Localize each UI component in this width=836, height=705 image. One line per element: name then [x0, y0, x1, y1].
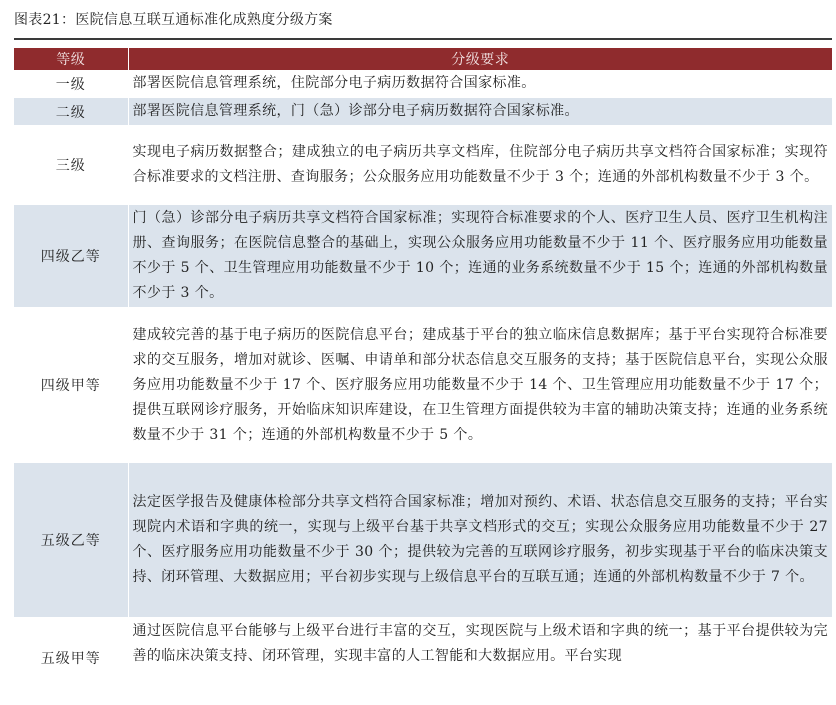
level-cell: 二级	[14, 98, 128, 126]
requirement-cell: 法定医学报告及健康体检部分共享文档符合国家标准；增加对预约、术语、状态信息交互服务的支持；平台实现院内术语和字典的统一，实现与上级平台基于共享文档形式的交互；实现公众服务应用功能数量不少于 27 个、医疗服务应用功能数量不少于 30 个；提供较为完善的互联网诊疗服务，初步实现基于平台的临床决策支持、闭环管理、大数据应用；平台初步实现与上级信息平台的互联互通；连通的外部机构数量不少于 7 个。	[128, 463, 832, 618]
level-cell: 三级	[14, 126, 128, 205]
requirement-cell: 门（急）诊部分电子病历共享文档符合国家标准；实现符合标准要求的个人、医疗卫生人员、医疗卫生机构注册、查询服务；在医院信息整合的基础上，实现公众服务应用功能数量不少于 11 个、医疗服务应用功能数量不少于 5 个、卫生管理应用功能数量不少于 10 个；连通的业务系统数量不少于 15 个；连通的外部机构数量不少于 3 个。	[128, 205, 832, 308]
requirement-cell: 实现电子病历数据整合；建成独立的电子病历共享文档库，住院部分电子病历共享文档符合国家标准；实现符合标准要求的文档注册、查询服务；公众服务应用功能数量不少于 3 个；连通的外部机构数量不少于 3 个。	[128, 126, 832, 205]
table-row	[14, 618, 832, 705]
table-row	[14, 205, 832, 308]
table-row	[14, 463, 832, 618]
maturity-level-table	[14, 48, 832, 705]
requirement-cell: 通过医院信息平台能够与上级平台进行丰富的交互，实现医院与上级术语和字典的统一；基于平台提供较为完善的临床决策支持、闭环管理，实现丰富的人工智能和大数据应用。平台实现	[128, 618, 832, 705]
requirement-cell: 部署医院信息管理系统，门（急）诊部分电子病历数据符合国家标准。	[128, 98, 832, 126]
header-level: 等级	[14, 48, 128, 70]
figure-caption: 图表21：医院信息互联互通标准化成熟度分级方案	[14, 0, 832, 40]
table-row	[14, 70, 832, 98]
header-requirements: 分级要求	[128, 48, 832, 70]
requirement-cell: 部署医院信息管理系统，住院部分电子病历数据符合国家标准。	[128, 70, 832, 98]
table-row	[14, 308, 832, 463]
table-row	[14, 126, 832, 205]
table-header-row	[14, 48, 832, 70]
level-cell: 五级甲等	[14, 618, 128, 705]
level-cell: 四级甲等	[14, 308, 128, 463]
requirement-cell: 建成较完善的基于电子病历的医院信息平台；建成基于平台的独立临床信息数据库；基于平台实现符合标准要求的交互服务，增加对就诊、医嘱、申请单和部分状态信息交互服务的支持；基于医院信息平台，实现公众服务应用功能数量不少于 17 个、医疗服务应用功能数量不少于 14 个、卫生管理应用功能数量不少于 17 个；提供互联网诊疗服务，开始临床知识库建设，在卫生管理方面提供较为丰富的辅助决策支持；连通的业务系统数量不少于 31 个；连通的外部机构数量不少于 5 个。	[128, 308, 832, 463]
level-cell: 四级乙等	[14, 205, 128, 308]
level-cell: 五级乙等	[14, 463, 128, 618]
table-row	[14, 98, 832, 126]
level-cell: 一级	[14, 70, 128, 98]
